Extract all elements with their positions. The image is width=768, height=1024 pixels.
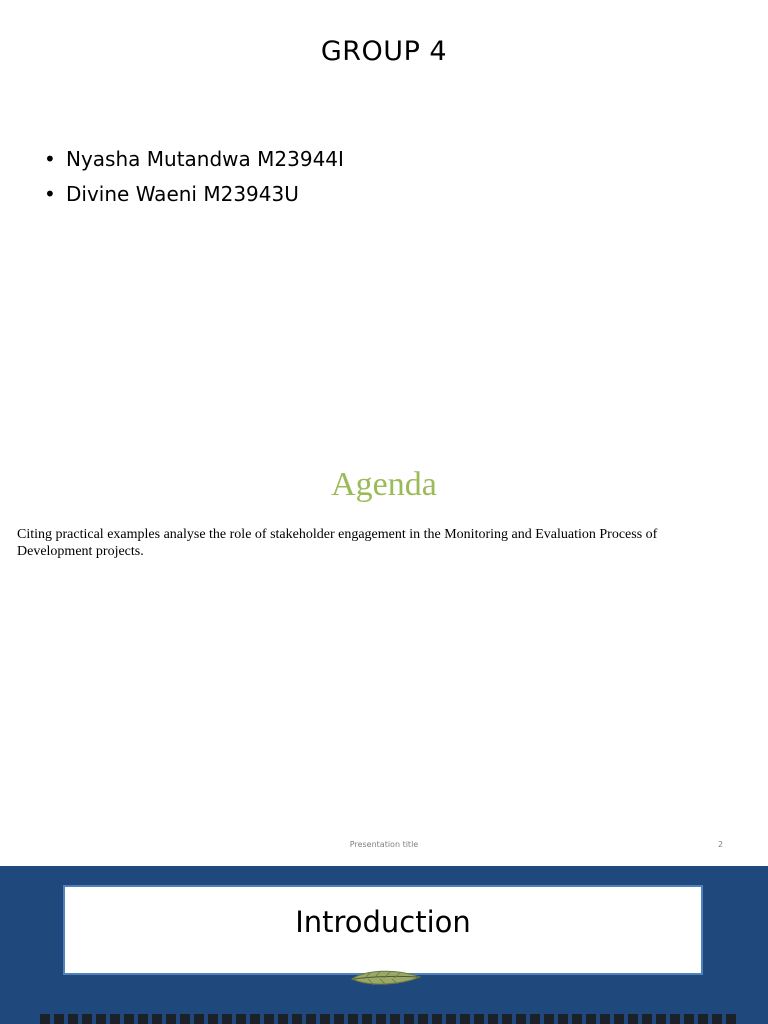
footer-presentation-title: Presentation title bbox=[349, 840, 419, 849]
list-item bbox=[44, 142, 344, 177]
bullet-icon: • bbox=[44, 182, 56, 206]
agenda-title: Agenda bbox=[331, 466, 437, 503]
list-item bbox=[44, 177, 344, 212]
member-name: Nyasha Mutandwa M23944I bbox=[66, 147, 344, 171]
slide-introduction bbox=[0, 866, 768, 1024]
feather-ornament-icon bbox=[350, 967, 422, 989]
agenda-body: Citing practical examples analyse the role of stakeholder engagement in the Monitoring and Evaluation Process of Development projects. bbox=[17, 527, 658, 559]
page-number: 2 bbox=[718, 840, 724, 849]
truncated-text-line bbox=[40, 1014, 740, 1024]
slide-title: GROUP 4 bbox=[320, 36, 448, 67]
member-name: Divine Waeni M23943U bbox=[66, 182, 299, 206]
slide-group-4 bbox=[0, 0, 768, 430]
member-list bbox=[44, 142, 344, 212]
title-box bbox=[63, 885, 703, 975]
bullet-icon: • bbox=[44, 147, 56, 171]
introduction-title: Introduction bbox=[295, 905, 471, 939]
slide-agenda bbox=[0, 430, 768, 866]
